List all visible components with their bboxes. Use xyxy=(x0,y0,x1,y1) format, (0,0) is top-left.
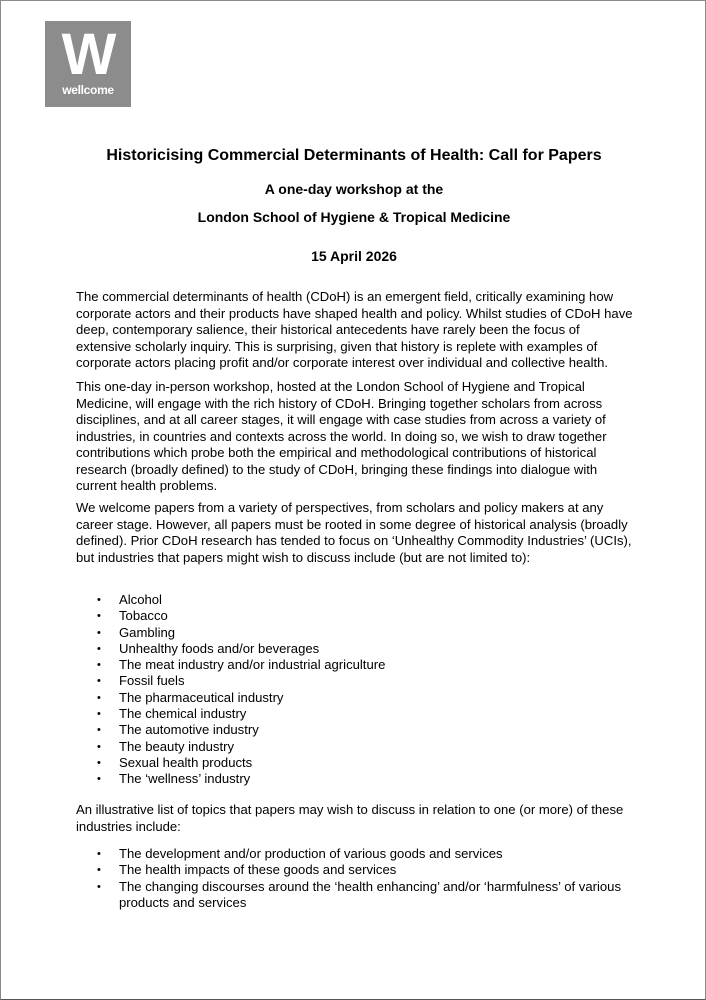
document-title: Historicising Commercial Determinants of Health: Call for Papers xyxy=(106,147,602,164)
list-item: • Sexual health products xyxy=(97,754,253,770)
bullet-icon: • xyxy=(97,610,101,623)
workshop-date: 15 April 2026 xyxy=(311,248,397,264)
industries-list xyxy=(76,592,636,788)
topics-list xyxy=(76,846,636,911)
list-item: • The changing discourses around the ‘health enhancing’ and/or ‘harmfulness’ of various products and services xyxy=(97,878,621,910)
bullet-icon: • xyxy=(97,740,101,753)
intro-paragraph: The commercial determinants of health (CDoH) is an emergent field, critically examining how corporate actors and their products have shaped health and policy. Whilst studies of CDoH have deep, contemporary salience, their historical antecedents have rarely been the focus of extensive scholarly inquiry. This is surprising, given that history is replete with examples of corporate actors placing profit and/or corporate interest over individual and collective health. xyxy=(76,289,633,370)
bullet-icon: • xyxy=(97,675,101,688)
bullet-icon: • xyxy=(97,594,101,606)
subtitle-line-2: London School of Hygiene & Tropical Medicine xyxy=(197,209,511,225)
list-item: • Alcohol xyxy=(97,592,162,607)
list-item: • The chemical industry xyxy=(97,706,247,722)
list-item: • The beauty industry xyxy=(97,738,234,754)
list-item: • The development and/or production of various goods and services xyxy=(97,846,503,861)
list-item: • Tobacco xyxy=(97,608,168,624)
bullet-icon: • xyxy=(97,773,101,786)
bullet-icon: • xyxy=(97,756,101,769)
bullet-icon: • xyxy=(97,659,101,672)
welcome-paragraph: We welcome papers from a variety of perspectives, from scholars and policy makers at any career stage. However, all papers must be rooted in some degree of historical analysis (broadly defined). Prior CDoH research has tended to focus on ‘Unhealthy Commodity Industries’ (UCIs), but industries that papers might wish to discuss include (but are not limited to): xyxy=(76,500,632,565)
subtitle-line-1: A one-day workshop at the xyxy=(264,181,444,197)
list-item: • The automotive industry xyxy=(97,722,259,738)
logo-mark: W xyxy=(61,22,115,87)
bullet-icon: • xyxy=(97,691,101,704)
list-item: • The pharmaceutical industry xyxy=(97,689,284,705)
bullet-icon: • xyxy=(97,848,101,860)
list-item: • Gambling xyxy=(97,624,176,640)
bullet-icon: • xyxy=(97,864,101,877)
topics-paragraph: An illustrative list of topics that papers may wish to discuss in relation to one (or more) of these industries include: xyxy=(76,802,624,834)
wellcome-logo xyxy=(45,21,131,107)
bullet-icon: • xyxy=(97,708,101,721)
workshop-paragraph: This one-day in-person workshop, hosted at the London School of Hygiene and Tropical Medicine, will engage with the rich history of CDoH. Bringing together scholars from across disciplines, and at all career stages, it will engage with case studies from across a variety of industries, in countries and contexts across the world. In doing so, we wish to draw together contributions which probe both the empirical and methodological contributions of historical research (broadly defined) to the study of CDoH, bringing these findings into dialogue with current health problems. xyxy=(76,379,607,493)
bullet-icon: • xyxy=(97,724,101,737)
bullet-icon: • xyxy=(97,642,101,655)
list-item: • The health impacts of these goods and services xyxy=(97,862,397,878)
list-item: • The meat industry and/or industrial agriculture xyxy=(97,657,386,673)
bullet-icon: • xyxy=(97,626,101,639)
logo-wordmark: wellcome xyxy=(62,83,114,97)
list-item: • Fossil fuels xyxy=(97,673,185,689)
bullet-icon: • xyxy=(97,880,101,893)
list-item: • The ‘wellness’ industry xyxy=(97,771,251,787)
list-item: • Unhealthy foods and/or beverages xyxy=(97,640,320,656)
